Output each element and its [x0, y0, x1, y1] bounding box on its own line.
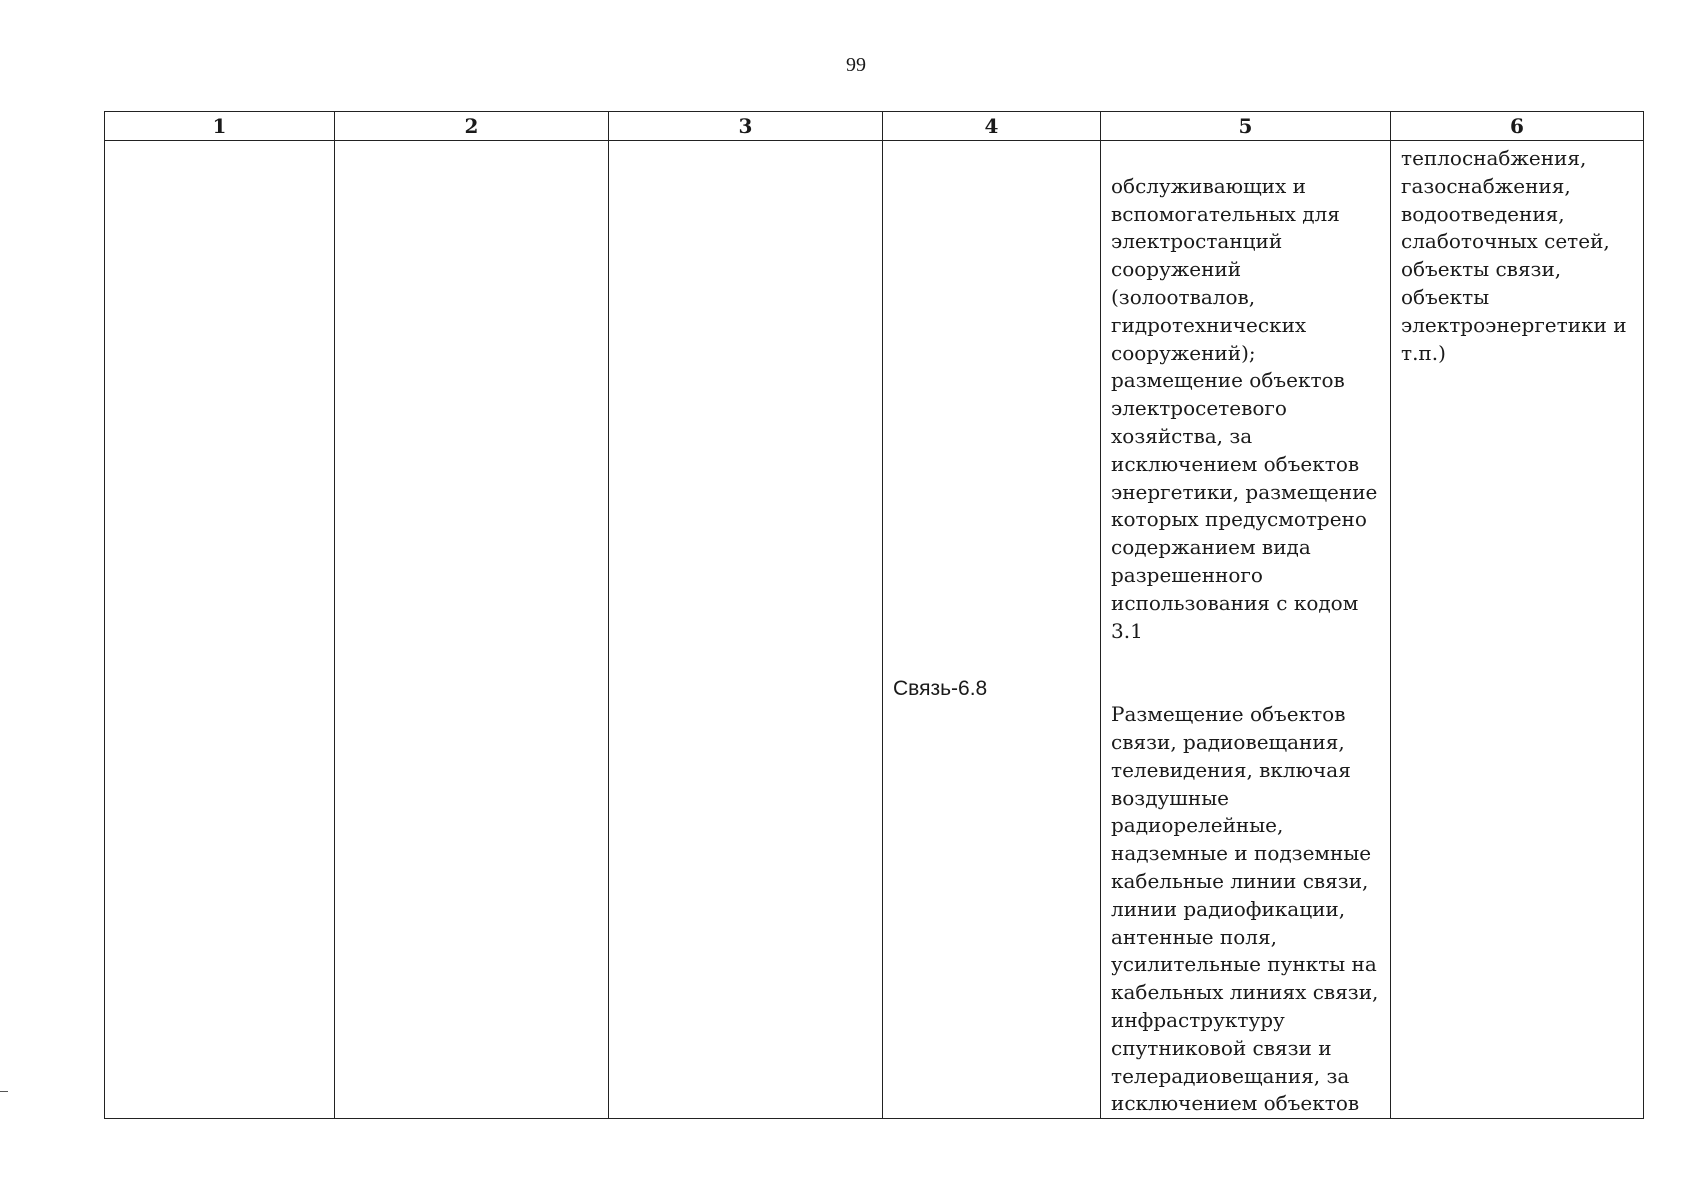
cell-col1-text [105, 141, 334, 145]
cell-col4 [883, 141, 1101, 1119]
column-header-5: 5 [1101, 112, 1391, 141]
cell-col6 [1391, 141, 1644, 1119]
cell-col1 [105, 141, 335, 1119]
description-communications: Размещение объектов связи, радиовещания, телевидения, включая воздушные радиорелейные, надземные и подземные кабельные линии связи, линии радиофикации, антенные поля, усилительные пункты на кабельных линиях связи, инфраструктуру спутниковой связи и телерадиовещания, за исключением объектов [1111, 702, 1379, 1116]
margin-mark [0, 1091, 8, 1092]
description-continuation: обслуживающих и вспомогательных для электростанций сооружений (золоотвалов, гидротехнических сооружений); размещение объектов электросетевого хозяйства, за исключением объектов энергетики, размещение которых предусмотрено содержанием вида разрешенного использования с кодом 3.1 [1111, 173, 1378, 643]
column-header-1: 1 [105, 112, 335, 141]
cell-col6-text: теплоснабжения, газоснабжения, водоотведения, слаботочных сетей, объекты связи, объекты электроэнергетики и т.п.) [1401, 146, 1627, 365]
table-row [105, 141, 1644, 1119]
column-header-3: 3 [609, 112, 883, 141]
cell-col3 [609, 141, 883, 1119]
land-use-table [104, 111, 1644, 1119]
cell-col2-text [335, 141, 608, 145]
column-header-4: 4 [883, 112, 1101, 141]
land-use-code-label: Связь-6.8 [893, 676, 988, 700]
page-number: 99 [846, 54, 866, 76]
cell-col5 [1101, 141, 1391, 1119]
cell-col2 [335, 141, 609, 1119]
cell-col3-text [609, 141, 882, 145]
column-header-6: 6 [1391, 112, 1644, 141]
table-header-row [105, 112, 1644, 141]
column-header-2: 2 [335, 112, 609, 141]
